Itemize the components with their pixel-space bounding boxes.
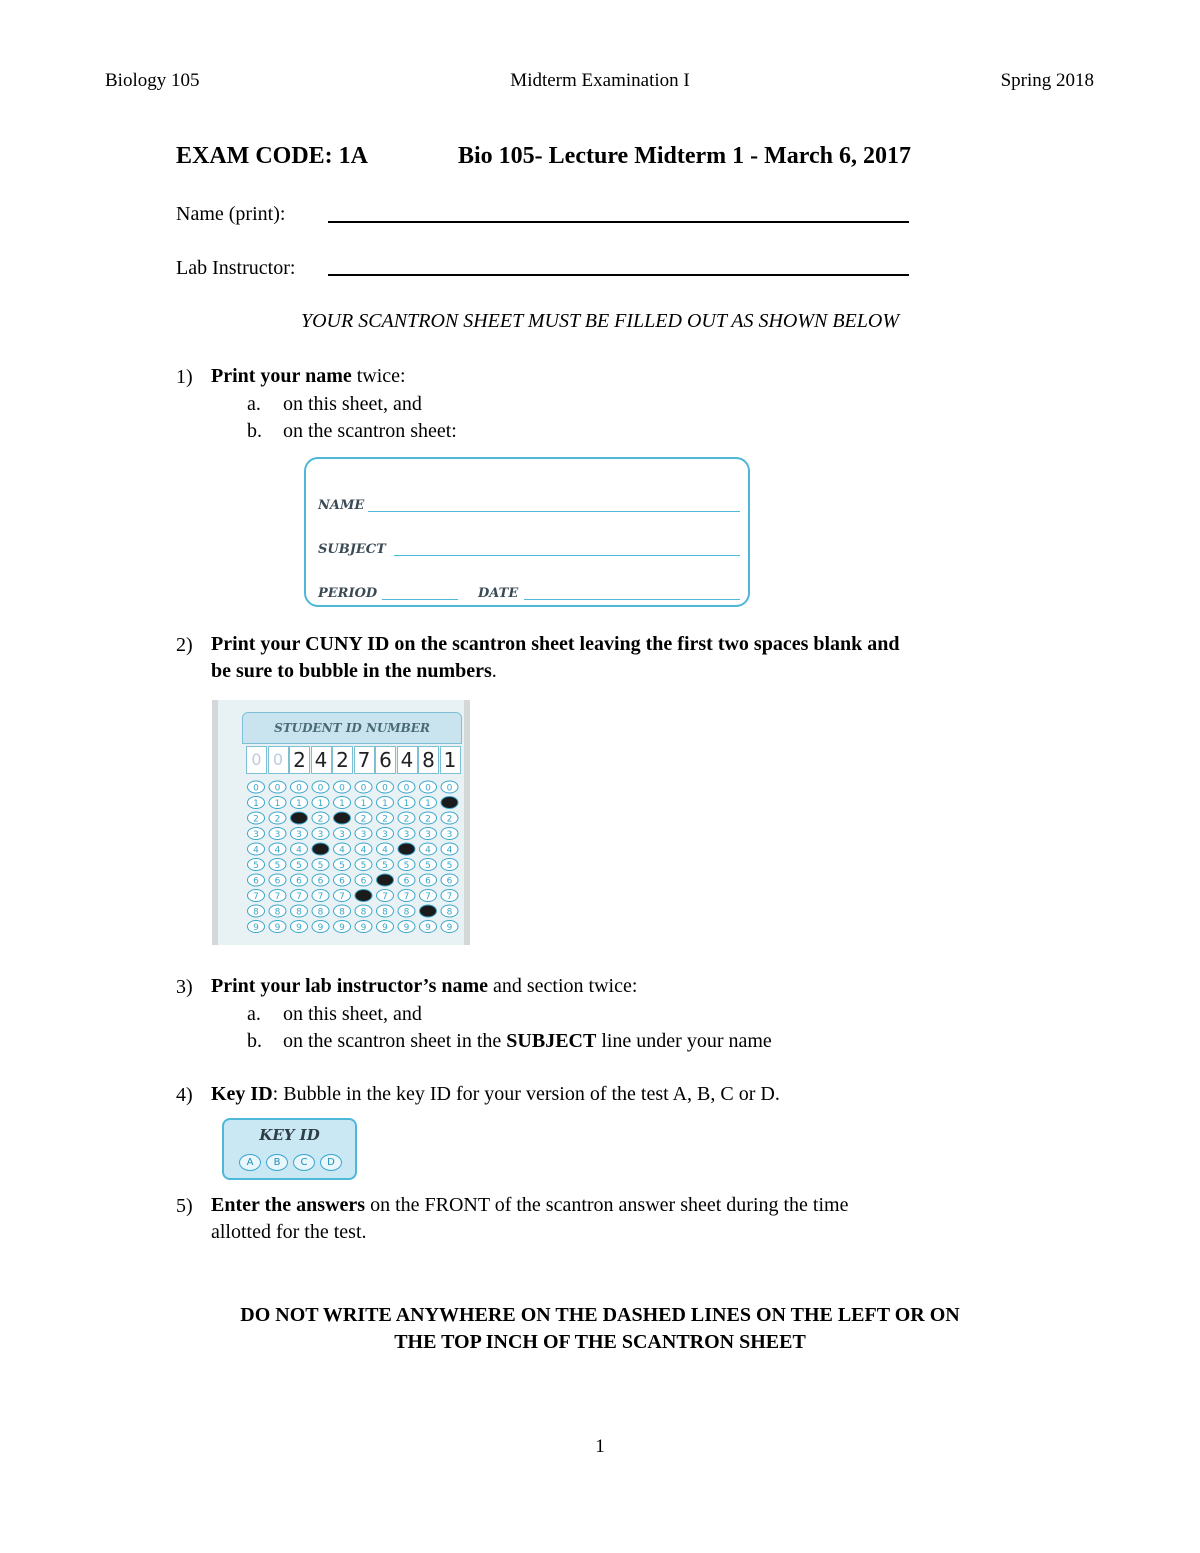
bubble-digit-label: 1 — [403, 799, 410, 809]
bubble-digit-label: 9 — [253, 923, 259, 933]
step-1-rest: twice: — [351, 365, 406, 387]
bubble-digit-label: 6 — [403, 876, 410, 887]
bubble-digit-label: 8 — [296, 907, 302, 918]
step-1-text — [211, 363, 406, 390]
bubble-digit-label: 2 — [317, 814, 324, 825]
bubble-digit-label: 2 — [425, 814, 431, 825]
bubble-digit-label: 6 — [317, 876, 324, 887]
bubble-digit-label: 2 — [274, 814, 281, 825]
bubble-digit-label: 1 — [253, 799, 259, 809]
step-3b-text — [283, 1030, 772, 1053]
filled-bubble — [420, 905, 437, 917]
step-5-number: 5) — [176, 1195, 193, 1217]
bubble-digit-label: 8 — [446, 907, 453, 918]
step-1a-text: on this sheet, and — [283, 393, 422, 415]
bubble-digit-label: 6 — [253, 876, 259, 887]
key-id-title: KEY ID — [259, 1126, 320, 1144]
bubble-digit-label: 0 — [382, 783, 388, 794]
name-box-subject-label: SUBJECT — [318, 542, 386, 557]
bubble-digit-label: 4 — [360, 845, 367, 856]
bubble-digit-label: 8 — [382, 907, 388, 918]
exam-title-line — [176, 143, 911, 170]
step-3b-post: line under your name — [596, 1030, 772, 1052]
student-id-digit-cell: 7 — [354, 746, 375, 774]
bubble-digit-label: 9 — [274, 923, 281, 933]
step-4-number: 4) — [176, 1084, 193, 1106]
step-3b-bold: SUBJECT — [506, 1030, 597, 1052]
bubble-digit-label: 8 — [317, 907, 324, 918]
step-2-line2: be sure to bubble in the numbers — [211, 660, 492, 682]
name-box-subject-line — [394, 555, 740, 556]
header-term: Spring 2018 — [1000, 70, 1094, 91]
key-bubble-a: A — [239, 1154, 261, 1171]
bubble-digit-label: 7 — [274, 892, 281, 902]
bubble-digit-label: 8 — [403, 907, 410, 918]
name-box-name-line — [368, 511, 740, 512]
page-number: 1 — [595, 1436, 605, 1457]
exam-code: EXAM CODE: 1A — [176, 143, 368, 169]
bubble-digit-label: 6 — [274, 876, 281, 887]
filled-bubble — [355, 890, 372, 902]
bubble-digit-label: 3 — [296, 830, 302, 840]
bubble-digit-label: 7 — [253, 892, 259, 902]
bubble-digit-label: 5 — [382, 861, 388, 871]
step-3-text — [211, 973, 637, 1000]
bubble-digit-label: 3 — [253, 830, 259, 840]
warning-line1: DO NOT WRITE ANYWHERE ON THE DASHED LINES ON THE LEFT OR ON — [240, 1304, 960, 1326]
bubble-digit-label: 2 — [403, 814, 410, 825]
student-id-digit-cell: 2 — [289, 746, 310, 774]
step-1b-letter: b. — [247, 420, 262, 442]
key-id-box — [222, 1118, 357, 1180]
bubble-digit-label: 6 — [446, 876, 453, 887]
bubble-digit-label: 3 — [403, 830, 410, 840]
bubble-digit-label: 4 — [425, 845, 431, 856]
student-id-digit-cell: 4 — [311, 746, 332, 774]
student-id-digit-cell: 2 — [332, 746, 353, 774]
bubble-digit-label: 0 — [425, 783, 431, 794]
exam-title: Bio 105- Lecture Midterm 1 - March 6, 2017 — [458, 143, 912, 169]
bubble-digit-label: 7 — [382, 892, 388, 902]
filled-bubble — [398, 843, 415, 855]
student-id-digit-cell: 8 — [418, 746, 439, 774]
step-5-text — [211, 1192, 848, 1246]
name-box-date-label: DATE — [478, 586, 519, 601]
bubble-digit-label: 9 — [403, 923, 410, 933]
bubble-digit-label: 5 — [253, 861, 259, 871]
bubble-digit-label: 5 — [339, 861, 345, 871]
bubble-digit-label: 3 — [425, 830, 431, 840]
name-box-date-line — [524, 599, 740, 600]
bubble-digit-label: 7 — [446, 892, 453, 902]
instructor-field-label: Lab Instructor: — [176, 257, 296, 279]
bubble-digit-label: 5 — [425, 861, 431, 871]
bubble-digit-label: 4 — [253, 845, 259, 856]
bubble-digit-label: 6 — [425, 876, 431, 887]
bubble-digit-label: 9 — [446, 923, 453, 933]
name-box-period-label: PERIOD — [318, 586, 378, 601]
filled-bubble — [441, 797, 458, 809]
step-4-text — [211, 1081, 780, 1108]
warning-notice — [0, 1302, 1200, 1356]
bubble-digit-label: 1 — [274, 799, 281, 809]
bubble-digit-label: 0 — [403, 783, 410, 794]
step-3b-letter: b. — [247, 1030, 262, 1052]
header-exam-name: Midterm Examination I — [510, 70, 690, 91]
bubble-digit-label: 0 — [253, 783, 259, 794]
student-id-digit-cell: 0 — [268, 746, 289, 774]
student-id-digit-cell: 6 — [375, 746, 396, 774]
filled-bubble — [377, 874, 394, 886]
bubble-digit-label: 0 — [339, 783, 345, 794]
instructor-field-line[interactable] — [328, 274, 909, 276]
bubble-digit-label: 3 — [274, 830, 281, 840]
bubble-digit-label: 5 — [274, 861, 281, 871]
name-box-name-label: NAME — [318, 498, 365, 513]
bubble-digit-label: 3 — [360, 830, 367, 840]
bubble-digit-label: 3 — [339, 830, 345, 840]
bubble-digit-label: 0 — [360, 783, 367, 794]
bubble-digit-label: 1 — [425, 799, 431, 809]
bubble-digit-label: 4 — [446, 845, 453, 856]
bubble-digit-label: 2 — [360, 814, 367, 825]
bubble-digit-label: 2 — [253, 814, 259, 825]
bubble-digit-label: 3 — [446, 830, 453, 840]
bubble-digit-label: 9 — [382, 923, 388, 933]
bubble-digit-label: 5 — [317, 861, 324, 871]
bubble-digit-label: 9 — [360, 923, 367, 933]
bubble-digit-label: 0 — [446, 783, 453, 794]
name-box-period-line — [382, 599, 458, 600]
bubble-digit-label: 8 — [360, 907, 367, 918]
bubble-digit-label: 1 — [317, 799, 324, 809]
step-3b-pre: on the scantron sheet in the — [283, 1030, 507, 1052]
bubble-digit-label: 1 — [339, 799, 345, 809]
bubble-digit-label: 7 — [317, 892, 324, 902]
bubble-digit-label: 8 — [274, 907, 281, 918]
bubble-digit-label: 7 — [425, 892, 431, 902]
bubble-digit-label: 4 — [296, 845, 302, 856]
student-id-sample — [212, 700, 470, 945]
bubble-digit-label: 7 — [339, 892, 345, 902]
bubble-digit-label: 6 — [296, 876, 302, 887]
step-2-number: 2) — [176, 634, 193, 656]
bubble-digit-label: 4 — [339, 845, 345, 856]
name-field-line[interactable] — [328, 221, 909, 223]
bubble-digit-label: 4 — [382, 845, 388, 856]
bubble-digit-label: 0 — [274, 783, 281, 794]
bubble-digit-label: 5 — [446, 861, 453, 871]
bubble-digit-label: 9 — [317, 923, 324, 933]
scantron-banner: YOUR SCANTRON SHEET MUST BE FILLED OUT AS SHOWN BELOW — [300, 310, 900, 332]
step-3-rest: and section twice: — [488, 975, 638, 997]
bubble-digit-label: 5 — [360, 861, 367, 871]
key-bubble-c: C — [293, 1154, 315, 1171]
step-4-rest: : Bubble in the key ID for your version of the test A, B, C or D. — [272, 1083, 780, 1105]
bubble-digit-label: 6 — [360, 876, 367, 887]
student-id-digit-cell: 0 — [246, 746, 267, 774]
step-1-number: 1) — [176, 366, 193, 388]
step-3-number: 3) — [176, 976, 193, 998]
bubble-digit-label: 7 — [296, 892, 302, 902]
step-4-bold: Key ID — [211, 1083, 273, 1105]
bubble-digit-label: 0 — [317, 783, 324, 794]
bubble-digit-label: 0 — [296, 783, 302, 794]
bubble-digit-label: 3 — [317, 830, 324, 840]
bubble-digit-label: 2 — [382, 814, 388, 825]
step-1a-letter: a. — [247, 393, 261, 415]
student-id-title: STUDENT ID NUMBER — [242, 712, 462, 744]
scantron-name-box — [304, 457, 750, 607]
bubble-digit-label: 2 — [446, 814, 453, 825]
step-1-bold: Print your name — [211, 365, 352, 387]
bubble-digit-label: 1 — [360, 799, 367, 809]
bubble-digit-label: 4 — [274, 845, 281, 856]
step-2-line2-end: . — [491, 660, 497, 682]
name-field-label: Name (print): — [176, 203, 286, 225]
step-5-line2: allotted for the test. — [211, 1221, 367, 1243]
filled-bubble — [312, 843, 329, 855]
step-2-text — [211, 631, 900, 685]
warning-line2: THE TOP INCH OF THE SCANTRON SHEET — [394, 1331, 806, 1353]
bubble-digit-label: 7 — [403, 892, 410, 902]
student-id-digit-cell: 4 — [397, 746, 418, 774]
student-id-bubble-grid — [246, 780, 466, 940]
bubble-digit-label: 8 — [339, 907, 345, 918]
bubble-digit-label: 5 — [403, 861, 410, 871]
step-5-bold: Enter the answers — [211, 1194, 366, 1216]
step-2-line1: Print your CUNY ID on the scantron sheet leaving the first two spaces blank and — [211, 633, 900, 655]
step-3a-text: on this sheet, and — [283, 1003, 422, 1025]
student-id-digit-cell: 1 — [440, 746, 461, 774]
step-5-rest: on the FRONT of the scantron answer sheet during the time — [365, 1194, 849, 1216]
bubble-digit-label: 1 — [296, 799, 302, 809]
header-course: Biology 105 — [105, 70, 200, 91]
step-3a-letter: a. — [247, 1003, 261, 1025]
step-1b-text: on the scantron sheet: — [283, 420, 457, 442]
bubble-digit-label: 9 — [296, 923, 302, 933]
key-bubble-d: D — [320, 1154, 342, 1171]
filled-bubble — [291, 812, 308, 824]
filled-bubble — [334, 812, 351, 824]
bubble-digit-label: 8 — [253, 907, 259, 918]
bubble-digit-label: 9 — [339, 923, 345, 933]
step-3-bold: Print your lab instructor’s name — [211, 975, 489, 997]
bubble-digit-label: 6 — [339, 876, 345, 887]
bubble-digit-label: 3 — [382, 830, 388, 840]
bubble-digit-label: 1 — [382, 799, 388, 809]
bubble-digit-label: 9 — [425, 923, 431, 933]
key-bubble-b: B — [266, 1154, 288, 1171]
bubble-digit-label: 5 — [296, 861, 302, 871]
